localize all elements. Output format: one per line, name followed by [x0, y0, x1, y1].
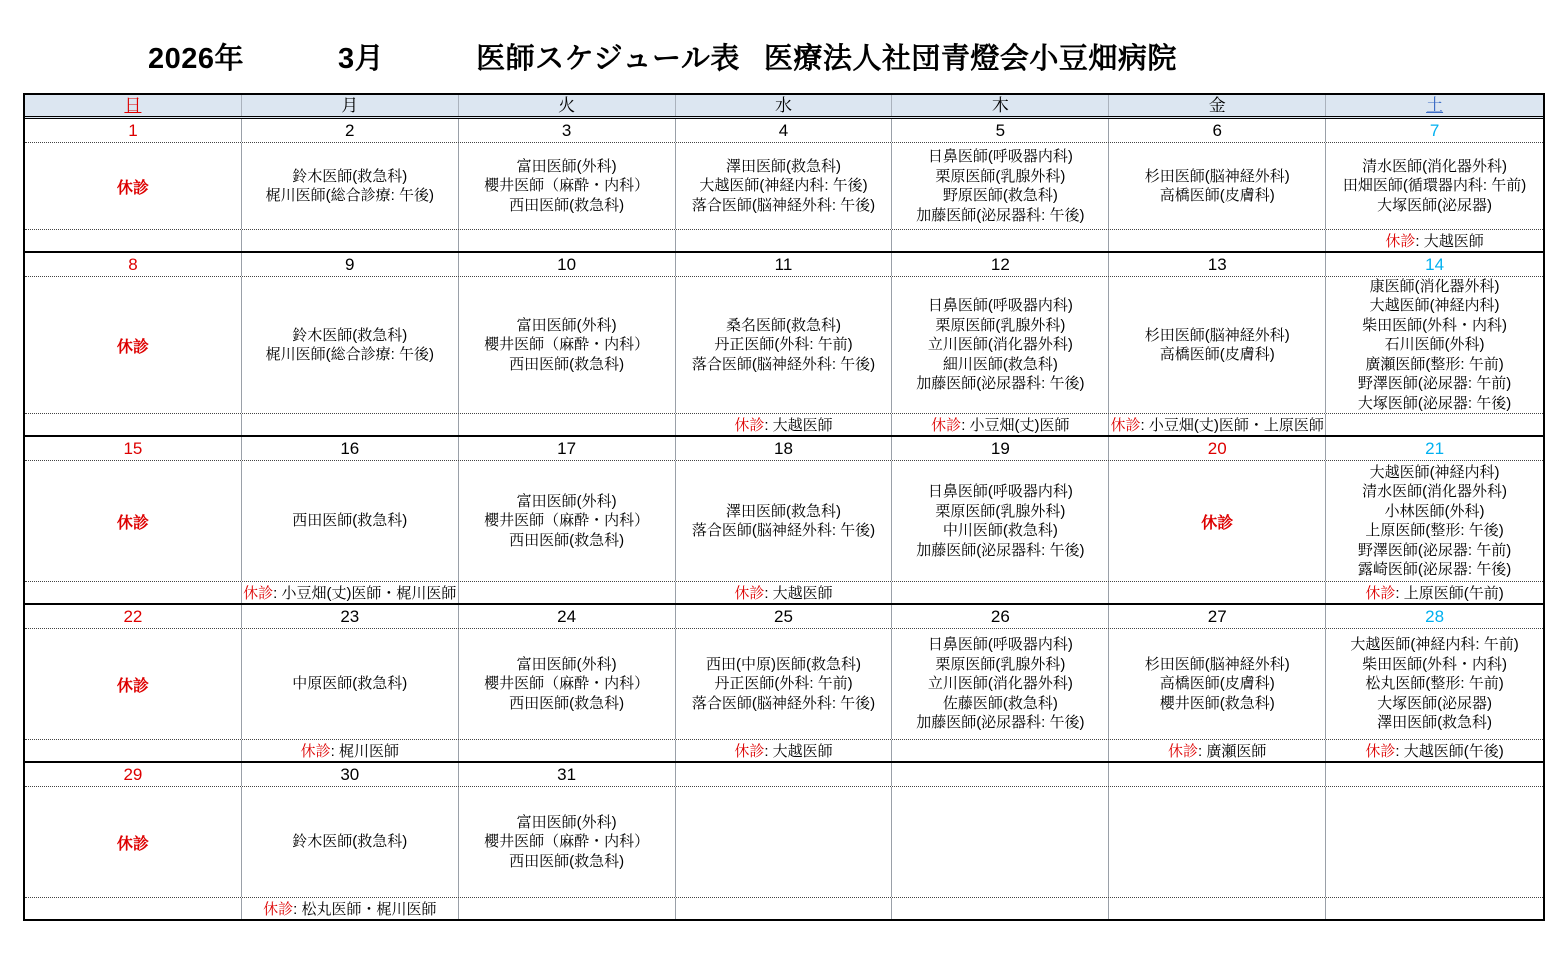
date-number: 2 — [345, 120, 355, 140]
date-cell — [676, 605, 893, 628]
schedule-cell — [242, 277, 459, 413]
doctor-entry: 高橋医師(皮膚科) — [1159, 675, 1275, 693]
schedule-cell — [1109, 143, 1326, 229]
weekday-label: 土 — [1426, 96, 1444, 115]
closed-note-names: : 廣瀬医師 — [1198, 743, 1267, 760]
schedule-cell — [459, 277, 676, 413]
schedule-row — [25, 629, 1543, 740]
doctor-entry: 露崎医師(泌尿器: 午後) — [1357, 561, 1512, 578]
note-row — [25, 230, 1543, 251]
title-schedule-label: 医師スケジュール表 — [476, 43, 740, 75]
doctor-entry: 日鼻医師(呼吸器内科) — [927, 148, 1073, 165]
date-number: 30 — [340, 764, 360, 784]
doctor-entry: 西田医師(救急科) — [292, 512, 408, 530]
note-cell — [676, 582, 893, 603]
date-cell — [459, 253, 676, 276]
note-cell — [1326, 582, 1543, 603]
title-month: 3月 — [338, 43, 385, 75]
note-cell — [459, 230, 676, 251]
note-cell — [1109, 582, 1326, 603]
doctor-entry: 細川医師(救急科) — [942, 355, 1058, 373]
schedule-cell — [25, 787, 242, 897]
doctor-entry: 大塚医師(泌尿器) — [1377, 196, 1493, 214]
weekday-label: 火 — [558, 96, 576, 115]
doctor-entry: 高橋医師(皮膚科) — [1159, 187, 1275, 204]
schedule-cell — [25, 629, 242, 739]
note-cell — [892, 230, 1109, 251]
doctor-entry: 桑名医師(救急科) — [725, 316, 841, 334]
title-year: 2026年 — [148, 43, 245, 75]
doctor-entry: 松丸医師(整形: 午前) — [1365, 675, 1504, 693]
doctor-entry: 廣瀬医師(整形: 午前) — [1365, 355, 1504, 373]
schedule-row — [25, 143, 1543, 230]
note-cell — [1109, 414, 1326, 435]
note-cell — [459, 740, 676, 761]
doctor-entry: 梶川医師(総合診療: 午後) — [265, 346, 434, 363]
note-cell — [242, 582, 459, 603]
doctor-entry: 鈴木医師(救急科) — [292, 167, 408, 185]
weekday-header-thursday — [892, 95, 1109, 116]
week-block — [25, 605, 1543, 763]
date-cell — [459, 119, 676, 142]
schedule-cell — [892, 277, 1109, 413]
date-cell — [25, 253, 242, 276]
note-cell — [676, 898, 893, 919]
date-number: 28 — [1425, 606, 1445, 626]
doctor-entry: 大越医師(神経内科: 午前) — [1350, 636, 1519, 654]
closed-label: 休診 — [116, 835, 149, 853]
schedule-calendar — [23, 93, 1545, 921]
schedule-cell — [1326, 787, 1543, 897]
doctor-entry: 栗原医師(乳腺外科) — [935, 502, 1066, 520]
note-cell — [676, 414, 893, 435]
week-block — [25, 437, 1543, 605]
note-cell — [25, 230, 242, 251]
date-cell — [242, 605, 459, 628]
weekday-label: 木 — [991, 96, 1009, 115]
doctor-entry: 鈴木医師(救急科) — [292, 833, 408, 851]
date-cell — [892, 437, 1109, 460]
doctor-entry: 杉田医師(脳神経外科) — [1144, 167, 1290, 185]
date-number: 8 — [128, 254, 138, 274]
doctor-entry: 栗原医師(乳腺外科) — [935, 167, 1066, 185]
closed-note-label: 休診 — [1365, 585, 1396, 602]
weekday-header-saturday[interactable] — [1326, 95, 1543, 116]
closed-label: 休診 — [116, 514, 149, 532]
doctor-entry: 高橋医師(皮膚科) — [1159, 346, 1275, 363]
date-number: 23 — [340, 606, 360, 626]
date-cell — [459, 437, 676, 460]
closed-note-label: 休診 — [931, 417, 962, 434]
doctor-entry: 西田医師(救急科) — [509, 694, 625, 712]
date-row — [25, 253, 1543, 277]
schedule-cell — [892, 629, 1109, 739]
schedule-cell — [1109, 629, 1326, 739]
date-row — [25, 437, 1543, 461]
schedule-cell — [242, 629, 459, 739]
date-cell — [459, 605, 676, 628]
doctor-entry: 栗原医師(乳腺外科) — [935, 655, 1066, 673]
date-number: 18 — [774, 438, 793, 458]
doctor-entry: 櫻井医師(救急科) — [1159, 694, 1275, 712]
schedule-cell — [25, 461, 242, 581]
closed-note-names: : 上原医師(午前) — [1395, 585, 1504, 602]
doctor-entry: 丹正医師(外科: 午前) — [714, 675, 853, 693]
date-cell — [1109, 253, 1326, 276]
note-cell — [242, 740, 459, 761]
note-cell — [25, 898, 242, 919]
doctor-entry: 野原医師(救急科) — [942, 187, 1058, 204]
date-cell — [25, 605, 242, 628]
doctor-entry: 日鼻医師(呼吸器内科) — [927, 483, 1073, 500]
doctor-entry: 野澤医師(泌尿器: 午前) — [1357, 541, 1512, 559]
schedule-cell — [1326, 277, 1543, 413]
doctor-entry: 加藤医師(泌尿器科: 午後) — [916, 541, 1085, 559]
date-number: 14 — [1425, 254, 1445, 274]
note-row — [25, 582, 1543, 603]
doctor-entry: 梶川医師(総合診療: 午後) — [265, 187, 434, 204]
date-cell — [1109, 437, 1326, 460]
doctor-entry: 澤田医師(救急科) — [725, 502, 841, 520]
weekday-label: 月 — [341, 96, 359, 115]
note-cell — [242, 898, 459, 919]
closed-note-names: : 小豆畑(丈)医師 — [961, 417, 1070, 434]
note-row — [25, 898, 1543, 919]
schedule-cell — [459, 787, 676, 897]
date-cell — [676, 437, 893, 460]
doctor-entry: 清水医師(消化器外科) — [1362, 157, 1508, 175]
closed-note-names: : 梶川医師 — [330, 743, 399, 760]
date-number: 15 — [123, 438, 143, 458]
doctor-entry: 櫻井医師（麻酔・内科） — [484, 336, 650, 354]
date-number: 17 — [557, 438, 577, 458]
doctor-entry: 澤田医師(救急科) — [1377, 714, 1493, 732]
note-cell — [1109, 230, 1326, 251]
schedule-cell — [892, 787, 1109, 897]
date-cell — [1326, 605, 1543, 628]
date-cell — [25, 119, 242, 142]
note-cell — [892, 898, 1109, 919]
schedule-cell — [25, 277, 242, 413]
date-cell — [1326, 119, 1543, 142]
doctor-entry: 櫻井医師（麻酔・内科） — [484, 512, 650, 530]
weekday-label: 水 — [774, 96, 792, 115]
closed-note-label: 休診 — [300, 743, 331, 760]
date-number: 9 — [345, 254, 355, 274]
weekday-header-monday — [242, 95, 459, 116]
date-row — [25, 119, 1543, 143]
doctor-entry: 西田(中原)医師(救急科) — [706, 655, 861, 673]
note-cell — [1326, 414, 1543, 435]
schedule-cell — [1326, 629, 1543, 739]
doctor-entry: 加藤医師(泌尿器科: 午後) — [916, 375, 1085, 393]
doctor-entry: 富田医師(外科) — [516, 813, 617, 831]
date-number: 24 — [557, 606, 577, 626]
date-number: 12 — [990, 254, 1010, 274]
doctor-entry: 小林医師(外科) — [1384, 502, 1485, 520]
date-cell — [892, 763, 1109, 786]
doctor-entry: 日鼻医師(呼吸器内科) — [927, 297, 1073, 315]
closed-note-label: 休診 — [1385, 233, 1416, 250]
note-cell — [892, 414, 1109, 435]
doctor-entry: 栗原医師(乳腺外科) — [935, 316, 1066, 334]
doctor-entry: 櫻井医師（麻酔・内科） — [484, 833, 650, 851]
doctor-entry: 加藤医師(泌尿器科: 午後) — [916, 714, 1085, 732]
schedule-cell — [1326, 143, 1543, 229]
note-cell — [459, 414, 676, 435]
date-cell — [1326, 763, 1543, 786]
schedule-cell — [242, 143, 459, 229]
doctor-entry: 櫻井医師（麻酔・内科） — [484, 177, 650, 195]
closed-note-label: 休診 — [263, 901, 294, 918]
doctor-entry: 佐藤医師(救急科) — [942, 694, 1058, 712]
schedule-cell — [459, 461, 676, 581]
date-cell — [242, 119, 459, 142]
closed-label: 休診 — [116, 677, 149, 695]
doctor-entry: 富田医師(外科) — [516, 157, 617, 175]
schedule-row — [25, 461, 1543, 582]
doctor-entry: 落合医師(脳神経外科: 午後) — [691, 694, 876, 712]
closed-note-names: : 大越医師 — [764, 585, 833, 602]
date-number: 11 — [774, 254, 793, 274]
date-number: 3 — [561, 120, 572, 140]
doctor-entry: 柴田医師(外科・内科) — [1362, 655, 1508, 673]
weekday-header-row — [25, 95, 1543, 119]
schedule-page — [0, 36, 1549, 921]
date-number: 7 — [1429, 120, 1440, 140]
note-cell — [676, 740, 893, 761]
schedule-cell — [676, 143, 893, 229]
note-row — [25, 414, 1543, 435]
closed-label: 休診 — [116, 338, 149, 356]
date-cell — [1109, 119, 1326, 142]
doctor-entry: 富田医師(外科) — [516, 316, 617, 334]
doctor-entry: 西田医師(救急科) — [509, 852, 625, 870]
week-block — [25, 253, 1543, 437]
date-cell — [676, 253, 893, 276]
schedule-cell — [1326, 461, 1543, 581]
doctor-entry: 野澤医師(泌尿器: 午前) — [1357, 375, 1512, 393]
weekday-header-wednesday — [676, 95, 893, 116]
date-cell — [1109, 763, 1326, 786]
schedule-cell — [1109, 461, 1326, 581]
closed-note-label: 休診 — [243, 585, 274, 602]
date-row — [25, 763, 1543, 787]
doctor-entry: 丹正医師(外科: 午前) — [714, 336, 853, 354]
date-number: 26 — [990, 606, 1010, 626]
doctor-entry: 大越医師(神経内科: 午後) — [699, 177, 868, 195]
closed-note-names: : 大越医師 — [764, 417, 833, 434]
date-row — [25, 605, 1543, 629]
date-cell — [242, 763, 459, 786]
schedule-cell — [676, 629, 893, 739]
doctor-entry: 上原医師(整形: 午後) — [1365, 522, 1504, 539]
note-cell — [25, 582, 242, 603]
doctor-entry: 日鼻医師(呼吸器内科) — [927, 636, 1073, 654]
date-cell — [892, 119, 1109, 142]
doctor-entry: 立川医師(消化器外科) — [927, 336, 1073, 354]
doctor-entry: 富田医師(外科) — [516, 492, 617, 510]
doctor-entry: 清水医師(消化器外科) — [1362, 483, 1508, 500]
date-number: 1 — [128, 120, 138, 140]
doctor-entry: 大塚医師(泌尿器) — [1377, 694, 1493, 712]
note-cell — [1109, 898, 1326, 919]
note-cell — [25, 414, 242, 435]
weekday-label: 金 — [1208, 96, 1226, 115]
schedule-cell — [676, 461, 893, 581]
doctor-entry: 櫻井医師（麻酔・内科） — [484, 675, 650, 693]
date-cell — [676, 763, 893, 786]
doctor-entry: 中川医師(救急科) — [942, 522, 1058, 539]
date-number: 29 — [123, 764, 143, 784]
date-number: 22 — [123, 606, 143, 626]
doctor-entry: 富田医師(外科) — [516, 655, 617, 673]
weekday-header-friday — [1109, 95, 1326, 116]
doctor-entry: 大塚医師(泌尿器: 午後) — [1357, 394, 1512, 412]
note-cell — [892, 740, 1109, 761]
doctor-entry: 立川医師(消化器外科) — [927, 675, 1073, 693]
schedule-row — [25, 787, 1543, 898]
date-cell — [1109, 605, 1326, 628]
closed-note-label: 休診 — [734, 585, 765, 602]
schedule-cell — [676, 787, 893, 897]
date-cell — [1326, 437, 1543, 460]
closed-note-names: : 小豆畑(丈)医師・梶川医師 — [273, 585, 457, 602]
doctor-entry: 杉田医師(脳神経外科) — [1144, 326, 1290, 344]
date-number: 6 — [1212, 120, 1222, 140]
date-cell — [892, 253, 1109, 276]
schedule-cell — [1109, 787, 1326, 897]
date-number: 25 — [774, 606, 793, 626]
date-number: 5 — [995, 120, 1006, 140]
doctor-entry: 康医師(消化器外科) — [1369, 277, 1500, 295]
closed-note-names: : 大越医師 — [1415, 233, 1484, 250]
date-number: 10 — [557, 254, 577, 274]
doctor-entry: 柴田医師(外科・内科) — [1362, 316, 1508, 334]
week-block — [25, 763, 1543, 919]
closed-note-label: 休診 — [734, 743, 765, 760]
closed-note-names: : 小豆畑(丈)医師・上原医師 — [1140, 417, 1324, 434]
doctor-entry: 鈴木医師(救急科) — [292, 326, 408, 344]
date-cell — [25, 763, 242, 786]
date-number: 20 — [1207, 438, 1227, 458]
date-cell — [676, 119, 893, 142]
date-number: 19 — [990, 438, 1010, 458]
closed-note-label: 休診 — [1110, 417, 1141, 434]
date-cell — [242, 253, 459, 276]
schedule-cell — [892, 461, 1109, 581]
schedule-cell — [242, 461, 459, 581]
note-cell — [459, 898, 676, 919]
doctor-entry: 落合医師(脳神経外科: 午後) — [691, 355, 876, 373]
date-number: 21 — [1425, 438, 1445, 458]
doctor-entry: 杉田医師(脳神経外科) — [1144, 655, 1290, 673]
note-cell — [892, 582, 1109, 603]
week-block — [25, 119, 1543, 253]
doctor-entry: 加藤医師(泌尿器科: 午後) — [916, 206, 1085, 224]
date-number: 4 — [778, 120, 789, 140]
closed-note-names: : 大越医師(午後) — [1395, 743, 1504, 760]
note-row — [25, 740, 1543, 761]
note-cell — [459, 582, 676, 603]
closed-note-label: 休診 — [1168, 743, 1199, 760]
doctor-entry: 大越医師(神経内科) — [1369, 297, 1500, 315]
doctor-entry: 落合医師(脳神経外科: 午後) — [691, 522, 876, 539]
date-cell — [892, 605, 1109, 628]
schedule-cell — [1109, 277, 1326, 413]
schedule-cell — [25, 143, 242, 229]
note-cell — [1326, 230, 1543, 251]
closed-note-names: : 大越医師 — [764, 743, 833, 760]
doctor-entry: 田畑医師(循環器内科: 午前) — [1342, 177, 1527, 195]
date-cell — [242, 437, 459, 460]
date-cell — [25, 437, 242, 460]
note-cell — [1109, 740, 1326, 761]
date-cell — [1326, 253, 1543, 276]
date-number: 16 — [340, 438, 360, 458]
doctor-entry: 石川医師(外科) — [1384, 336, 1485, 354]
note-cell — [25, 740, 242, 761]
schedule-row — [25, 277, 1543, 414]
closed-note-label: 休診 — [734, 417, 765, 434]
schedule-cell — [892, 143, 1109, 229]
doctor-entry: 落合医師(脳神経外科: 午後) — [691, 196, 876, 214]
schedule-cell — [459, 143, 676, 229]
note-cell — [1326, 898, 1543, 919]
closed-label: 休診 — [116, 179, 149, 197]
date-number: 13 — [1207, 254, 1227, 274]
doctor-entry: 中原医師(救急科) — [292, 675, 408, 693]
weekday-header-tuesday — [459, 95, 676, 116]
closed-label: 休診 — [1201, 514, 1234, 532]
doctor-entry: 西田医師(救急科) — [509, 355, 625, 373]
closed-note-names: : 松丸医師・梶川医師 — [293, 901, 437, 918]
note-cell — [676, 230, 893, 251]
schedule-cell — [459, 629, 676, 739]
doctor-entry: 大越医師(神経内科) — [1369, 463, 1500, 481]
page-title — [148, 36, 1549, 77]
calendar-body — [25, 119, 1543, 919]
doctor-entry: 澤田医師(救急科) — [725, 157, 841, 175]
schedule-cell — [242, 787, 459, 897]
doctor-entry: 西田医師(救急科) — [509, 196, 625, 214]
title-hospital-name: 医療法人社団青燈会小豆畑病院 — [763, 43, 1177, 75]
date-number: 31 — [557, 764, 577, 784]
schedule-cell — [676, 277, 893, 413]
note-cell — [242, 414, 459, 435]
weekday-label: 日 — [124, 96, 142, 115]
note-cell — [1326, 740, 1543, 761]
doctor-entry: 西田医師(救急科) — [509, 531, 625, 549]
weekday-header-sunday[interactable] — [25, 95, 242, 116]
date-cell — [459, 763, 676, 786]
date-number: 27 — [1207, 606, 1227, 626]
closed-note-label: 休診 — [1365, 743, 1396, 760]
note-cell — [242, 230, 459, 251]
